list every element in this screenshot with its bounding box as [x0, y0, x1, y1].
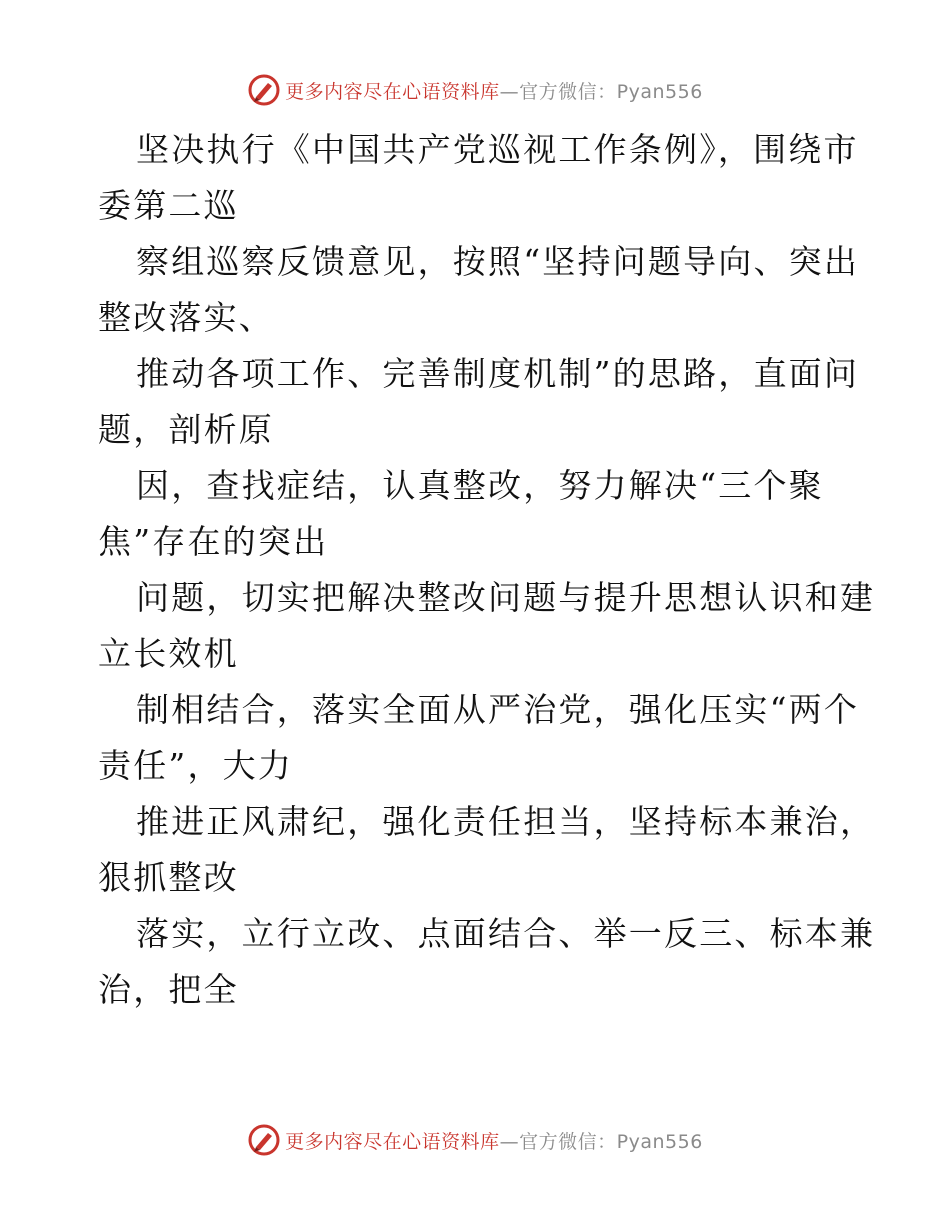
text-line-5-text: 推动各项工作、完善制度机制”的思路，直面问: [136, 354, 860, 393]
text-line-2: [98, 178, 858, 234]
text-line-14-text: 狠抓整改: [98, 858, 239, 897]
pen-logo-icon: [247, 73, 281, 107]
banner-text: [285, 77, 703, 104]
banner-text-red: 更多内容尽在心语资料库: [285, 80, 500, 103]
banner-text: [285, 1127, 703, 1154]
text-line-10: [98, 626, 858, 682]
text-line-9-text: 问题，切实把解决整改问题与提升思想认识和建: [136, 578, 876, 617]
footer-banner: [0, 1120, 950, 1160]
text-line-1-text: 坚决执行《中国共产党巡视工作条例》，围绕市: [136, 130, 859, 169]
text-line-1: [98, 122, 858, 178]
text-line-8-text: 焦”存在的突出: [98, 522, 329, 561]
text-line-4: [98, 290, 858, 346]
text-line-16-text: 治，把全: [98, 970, 239, 1009]
text-line-5: [98, 346, 858, 402]
text-line-15: [98, 906, 876, 962]
text-line-6: [98, 402, 858, 458]
text-line-3-text: 察组巡察反馈意见，按照“坚持问题导向、突出: [136, 242, 860, 281]
text-line-12: [98, 738, 858, 794]
text-line-11-text: 制相结合，落实全面从严治党，强化压实“两个: [136, 690, 860, 729]
pen-logo-icon: [247, 1123, 281, 1157]
text-line-7: [98, 458, 858, 514]
text-line-14: [98, 850, 858, 906]
text-line-10-text: 立长效机: [98, 634, 239, 673]
text-line-4-text: 整改落实、: [98, 298, 274, 337]
text-line-3: [98, 234, 858, 290]
text-line-15-text: 落实，立行立改、点面结合、举一反三、标本兼: [136, 914, 876, 953]
banner-text-grey: —官方微信：Pyan556: [499, 1130, 703, 1153]
text-line-8: [98, 514, 858, 570]
header-banner: [0, 70, 950, 110]
banner-text-grey: —官方微信：Pyan556: [499, 80, 703, 103]
text-line-16: [98, 962, 858, 1018]
text-line-13: [98, 794, 876, 850]
text-line-13-text: 推进正风肃纪，强化责任担当，坚持标本兼治，: [136, 802, 876, 841]
text-line-2-text: 委第二巡: [98, 186, 239, 225]
document-body: [98, 122, 876, 1018]
text-line-11: [98, 682, 858, 738]
text-line-7-text: 因，查找症结，认真整改，努力解决“三个聚: [136, 466, 824, 505]
banner-text-red: 更多内容尽在心语资料库: [285, 1130, 500, 1153]
text-line-6-text: 题，剖析原: [98, 410, 274, 449]
text-line-9: [98, 570, 876, 626]
text-line-12-text: 责任”，大力: [98, 746, 294, 785]
